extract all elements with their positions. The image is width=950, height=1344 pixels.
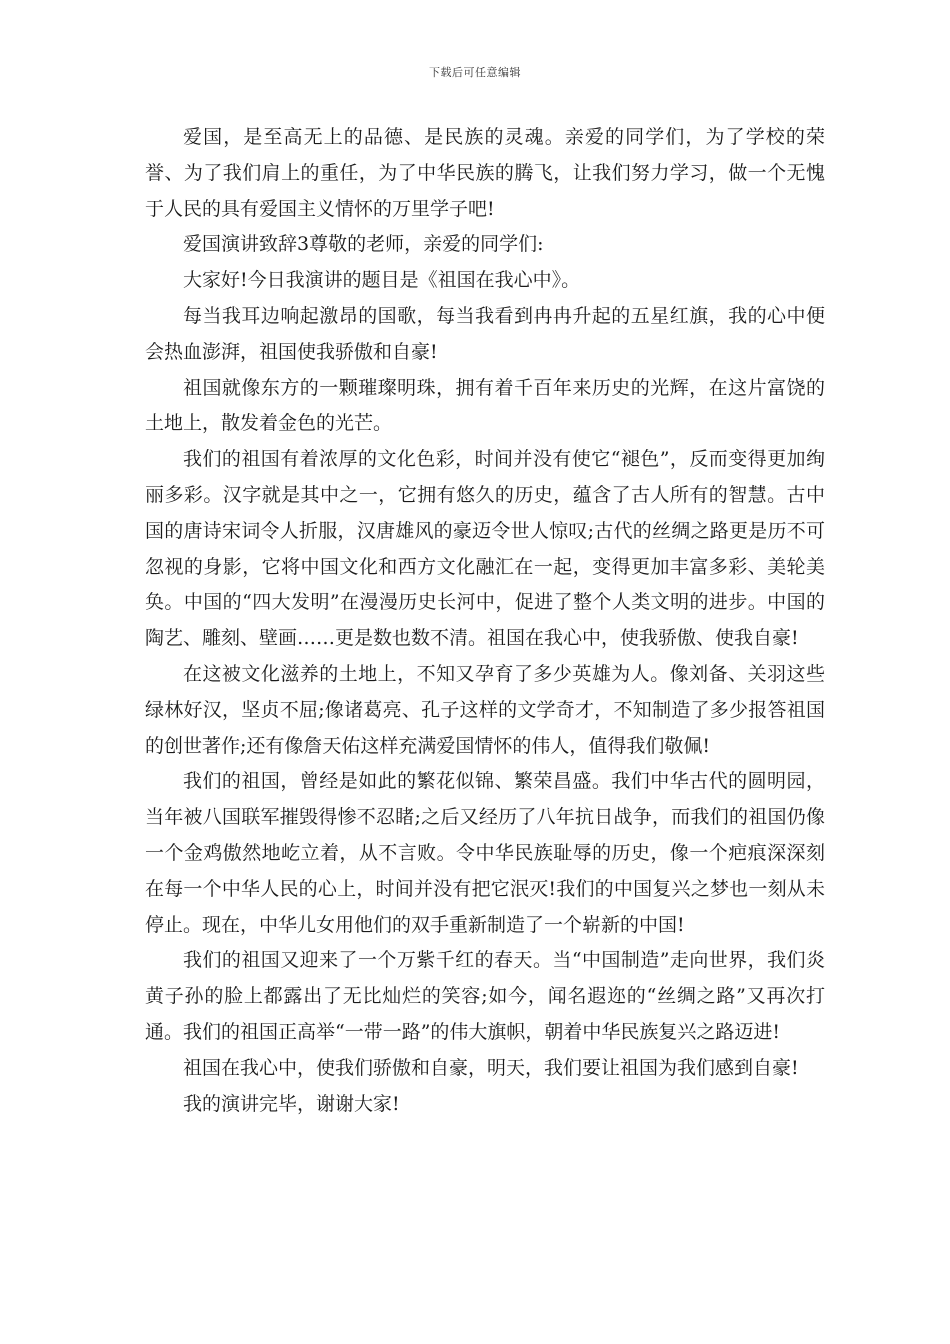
paragraph-2: 爱国演讲致辞3尊敬的老师，亲爱的同学们: bbox=[183, 233, 544, 256]
paragraph-8: 我们的祖国，曾经是如此的繁花似锦、繁荣昌盛。我们中华古代的圆明园，当年被八国联军摧毁得惨不忍睹;之后又经历了八年抗日战争，而我们的祖国仍像一个金鸡傲然地屹立着，从不言败。令中华民族耻辱的历史，像一个疤痕深深刻在每一个中华人民的心上，时间并没有把它泯灭!我们的中国复兴之梦也一刻从未停止。现在，中华儿女用他们的双手重新制造了一个崭新的中国! bbox=[145, 770, 825, 936]
paragraph-7: 在这被文化滋养的土地上，不知又孕育了多少英雄为人。像刘备、关羽这些绿林好汉，坚贞不屈;像诸葛亮、孔子这样的文学奇才，不知制造了多少报答祖国的创世著作;还有像詹天佑这样充满爱国情怀的伟人，值得我们敬佩! bbox=[145, 662, 825, 757]
paragraph-6: 我们的祖国有着浓厚的文化色彩，时间并没有使它“褪色”，反而变得更加绚丽多彩。汉字就是其中之一，它拥有悠久的历史，蕴含了古人所有的智慧。古中国的唐诗宋词令人折服，汉唐雄风的豪迈令世人惊叹;古代的丝绸之路更是历不可忽视的身影，它将中国文化和西方文化融汇在一起，变得更加丰富多彩、美轮美奂。中国的“四大发明”在漫漫历史长河中，促进了整个人类文明的进步。中国的陶艺、雕刻、壁画……更是数也数不清。祖国在我心中，使我骄傲、使我自豪! bbox=[145, 448, 825, 650]
paragraph-10: 祖国在我心中，使我们骄傲和自豪，明天，我们要让祖国为我们感到自豪! bbox=[183, 1056, 799, 1079]
paragraph-1: 爱国，是至高无上的品德、是民族的灵魂。亲爱的同学们，为了学校的荣誉、为了我们肩上的重任，为了中华民族的腾飞，让我们努力学习，做一个无愧于人民的具有爱国主义情怀的万里学子吧! bbox=[145, 126, 825, 220]
paragraph-4: 每当我耳边响起激昂的国歌，每当我看到冉冉升起的五星红旗，我的心中便会热血澎湃，祖国使我骄傲和自豪! bbox=[145, 304, 825, 363]
page-header: 下载后可任意编辑 bbox=[429, 66, 521, 79]
paragraph-11: 我的演讲完毕，谢谢大家! bbox=[183, 1092, 400, 1115]
document-body bbox=[145, 120, 825, 1122]
paragraph-3: 大家好!今日我演讲的题目是《祖国在我心中》。 bbox=[183, 269, 581, 292]
paragraph-5: 祖国就像东方的一颗璀璨明珠，拥有着千百年来历史的光辉，在这片富饶的土地上，散发着金色的光芒。 bbox=[145, 376, 825, 435]
paragraph-9: 我们的祖国又迎来了一个万紫千红的春天。当“中国制造”走向世界，我们炎黄子孙的脸上都露出了无比灿烂的笑容;如今，闻名遐迩的“丝绸之路”又再次打通。我们的祖国正高举“一带一路”的伟大旗帜，朝着中华民族复兴之路迈进! bbox=[145, 949, 825, 1043]
